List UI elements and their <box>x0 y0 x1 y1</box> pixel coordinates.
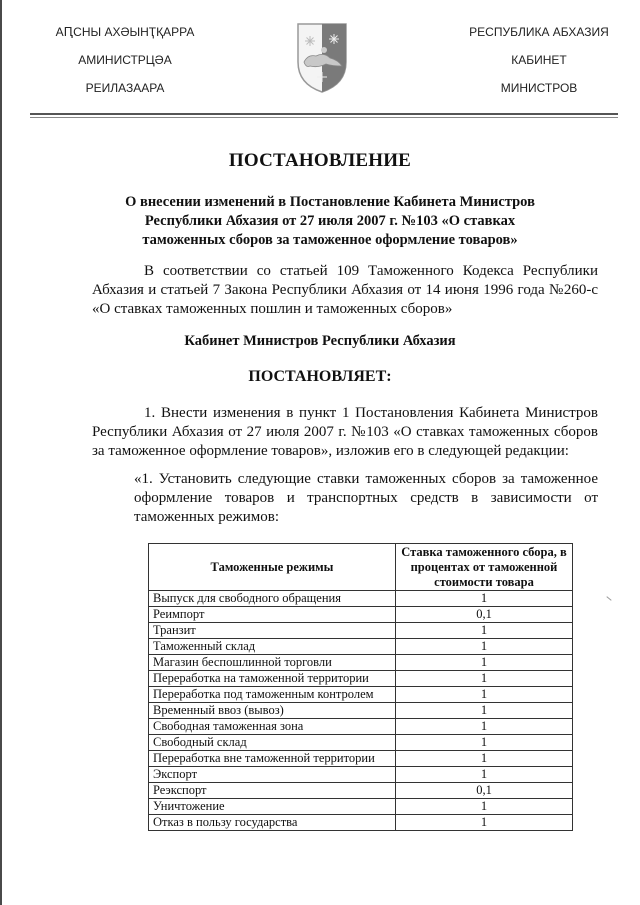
table-row <box>149 719 573 735</box>
rate-cell: 1 <box>396 591 573 607</box>
rate-cell: 1 <box>396 623 573 639</box>
issuer-heading: Кабинет Министров Республики Абхазия <box>184 333 456 349</box>
table-row <box>149 607 573 623</box>
column-header-regime: Таможенные режимы <box>149 544 396 591</box>
regime-cell: Реэкспорт <box>149 783 396 799</box>
header-left-line: РЕИЛАЗААРА <box>85 81 165 95</box>
rate-cell: 1 <box>396 655 573 671</box>
regime-cell: Таможенный склад <box>149 639 396 655</box>
table-row <box>149 799 573 815</box>
regime-cell: Реимпорт <box>149 607 396 623</box>
header-abkhaz-block <box>40 18 210 102</box>
rate-cell: 1 <box>396 767 573 783</box>
regime-cell: Выпуск для свободного обращения <box>149 591 396 607</box>
rate-cell: 1 <box>396 687 573 703</box>
table-row <box>149 735 573 751</box>
table-row <box>149 591 573 607</box>
table-row <box>149 783 573 799</box>
rate-cell: 1 <box>396 751 573 767</box>
regime-cell: Переработка на таможенной территории <box>149 671 396 687</box>
table-row <box>149 703 573 719</box>
regime-cell: Магазин беспошлинной торговли <box>149 655 396 671</box>
regime-cell: Переработка вне таможенной территории <box>149 751 396 767</box>
rate-cell: 1 <box>396 703 573 719</box>
regime-cell: Свободная таможенная зона <box>149 719 396 735</box>
header-russian-block <box>446 18 632 102</box>
regime-cell: Временный ввоз (вывоз) <box>149 703 396 719</box>
regime-cell: Отказ в пользу государства <box>149 815 396 831</box>
preamble-text: В соответствии со статьей 109 Таможенного Кодекса Республики Абхазия и статьей 7 Закона Республики Абхазия от 14 июня 1996 года №260-с «О ставках таможенных пошлин и таможенных сборов» <box>92 263 598 317</box>
table-header-row <box>149 544 573 591</box>
rate-cell: 0,1 <box>396 607 573 623</box>
header-divider <box>30 113 618 118</box>
rate-cell: 0,1 <box>396 783 573 799</box>
table-row <box>149 655 573 671</box>
regime-cell: Экспорт <box>149 767 396 783</box>
rate-cell: 1 <box>396 799 573 815</box>
table-row <box>149 815 573 831</box>
scan-speck <box>606 596 611 601</box>
regime-cell: Свободный склад <box>149 735 396 751</box>
table-row <box>149 767 573 783</box>
regime-cell: Транзит <box>149 623 396 639</box>
rate-cell: 1 <box>396 639 573 655</box>
rate-cell: 1 <box>396 719 573 735</box>
header-right-line: МИНИСТРОВ <box>500 81 578 95</box>
quoted-clause: «1. Установить следующие ставки таможенных сборов за таможенное оформление товаров и транспортных средств в зависимости от таможенных режимов: <box>134 471 598 525</box>
regime-cell: Переработка под таможенным контролем <box>149 687 396 703</box>
rate-cell: 1 <box>396 735 573 751</box>
header-right-line: КАБИНЕТ <box>511 53 567 67</box>
document-subject: О внесении изменений в Постановление Кабинета Министров Республики Абхазия от 27 июля 2007 г. №103 «О ставках таможенных сборов за таможенное оформление товаров» <box>125 194 535 248</box>
regime-cell: Уничтожение <box>149 799 396 815</box>
document-title: ПОСТАНОВЛЕНИЕ <box>228 150 412 171</box>
customs-rates-table <box>148 543 573 831</box>
decree-heading: ПОСТАНОВЛЯЕТ: <box>248 368 392 385</box>
clause-1-paragraph <box>92 404 598 461</box>
preamble-paragraph <box>92 262 598 319</box>
rate-cell: 1 <box>396 815 573 831</box>
scan-edge <box>0 0 2 905</box>
header-left-line: АМИНИСТРЦӘА <box>78 53 172 67</box>
table-row <box>149 751 573 767</box>
rate-cell: 1 <box>396 671 573 687</box>
table-row <box>149 639 573 655</box>
column-header-rate: Ставка таможенного сбора, в процентах от таможенной стоимости товара <box>396 544 573 591</box>
clause-1-text: 1. Внести изменения в пункт 1 Постановления Кабинета Министров Республики Абхазия от 27 июля 2007 г. №103 «О ставках таможенных сборов за таможенное оформление товаров», изложив его в следующей редакции: <box>92 405 598 459</box>
header-left-line: АԤСНЫ АХӘЫНҬҚАРРА <box>55 25 195 39</box>
table-row <box>149 623 573 639</box>
coat-of-arms-icon <box>296 22 348 94</box>
table-row <box>149 687 573 703</box>
header-right-line: РЕСПУБЛИКА АБХАЗИЯ <box>469 25 609 39</box>
table-row <box>149 671 573 687</box>
